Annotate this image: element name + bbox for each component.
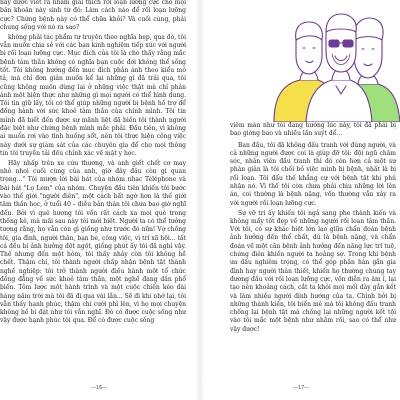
left-paragraph-1: này được viết ra nhằm giải thích rối loạn lưỡng cực cho mọi băn khoăn này sinh từ đó: Làm cách nào để rối loạn lưỡng cực? Chứng bệnh này có thể chữa khỏi? Và cuối cùng, phải chung sống với nó ra sao?: [0, 0, 186, 31]
right-paragraph-1: Ban đầu, tôi đã không đấu tranh với đúng người, và cả những người được coi là giúp đỡ tôi: đội ngũ chăm sóc, nhân viên đầu tranh thì đó còn hơn cả một sự phân giản là tôi chối bỏ việc mình bị bệnh, nhất là bị rối loạn. Tôi đấu thế khẳng cự với bệnh tật khi phủ nhận nó. Vì thế tôi còn chưa phải chịu những lời lên án, coi thường là bệnh nặng, vốn thường vẫn xảy ra với người rối loạn lưỡng cực.: [230, 141, 396, 207]
page-number-left: —16—: [90, 385, 108, 391]
page-number-right: —17—: [292, 385, 310, 391]
right-paragraph-2: Sự vỡ trí ấy khiến tôi ngả sang phe thành kiến và không mấy tốt đẹp về những người rối loạn tâm thần. Với tôi, có sự khác biệt lớn lao giữa chẩn đoán bệnh ảnh hưởng đến thể chất, dù là bệnh nặng, và chẩn đoán về một căn bệnh ảnh hưởng đến năng lực trí tuệ, chứng điên khiến người ta hoảng sợ. Trong khi bệnh ưa dấu nghiêm trọng, có thể góp phần hàn gắn gia đình hay người thân thiết, khiến họ thường chung tay đương đầu với rối loạn lưỡng cực, vốn diễn ra âm ỉ, lại tạo nên khoảng cách, cắt ta khỏi mọi mối dây gắn kết và làm nhiều người dính hướng của ta. Chính bởi bị những thành kiến, tôi biến mê mà tôi không đấu tranh chống lại bệnh tật mà chống lại những người kết tội vào tôi mắc một bệnh như nhằm rối, sao có thể như vậy được!: [230, 209, 396, 333]
right-page: [202, 0, 400, 400]
left-paragraph-2: không phải tác phẩm tự truyện theo nghĩa hẹp, qua đó, tôi vẫn muốn chia sẻ với các bạn kinh nghiệm tiếp xúc với người bị rối loạn lưỡng cực. Mục đích của tôi là cho thấy rằng mắc bệnh tâm thần không có nghĩa bạn cuộc đời không thể sống tốt. Tôi không hướng đến mục đích phản ánh theo kiểu mô tả, mà chỉ đơn giản muốn kể lại những gì đã trải qua, tôi cũng không muốn dừng lại ở những việc thật mà chỉ phản ánh một hiện thực như những gì mọi người có thể hình dung. Tôi tin giữ lấy, tôi có thể giúp những người bị bệnh hồ trợ để đồng hành với sức khoẻ tâm thần của chính mình. Tôi tin mình đã biết đến được sự mãnh liệt đã biến tôi thành người đặc biệt như chứng bệnh mình mắc phải. Đầu tiên, vì không ai muốn rơi vào tình huống sốt, nên tôi thực hiện công việc này dưới sự giám sát của các chuyên gia để cho mọi thông tin tôi truyền tải đều chính xác về mặt y học.: [0, 33, 186, 157]
right-page-text: [230, 122, 396, 334]
three-men-illustration: [270, 0, 400, 122]
left-page: [0, 0, 198, 400]
right-paragraph-intro: viêm màn như tôi đang hướng lúc này, tôi đã phải bị bao giờng bao và nhiều lần suýt để...: [230, 122, 396, 138]
left-paragraph-3: Hãy nhấp trên xe cứu thương, và anh giết chết cơ may nhỏ nhoi cuối cùng của anh, giờ đây đâu còn gì quan trọng..." Tôi mượn lời bài hát của nhóm nhạc Téléphone và bài hát "Lọ Lem" của nhóm. Chuyện đầu tiên khiến tôi bước vào thế giới "người điên", một cách bất ngờ hơn là thế giới tâm thần học, ở tuổi 40 – điều bản thân tôi chưa bao giờ nghĩ đến. Bởi vì quê hương tôi vốn rất cách xa mọi quê trong thống kê, mà mãi sau này tôi mới biết. Người ta có thể tưởng tượng rằng, họ vẫn còn gì giống như trước đó nữa! Vợ chồng tôi, gia đình, người thân, bạn bè, công việc, vị trí xã hội... tất cả đều bị ảnh hưởng đột ngột, giống phút ấy tôi đã nghỉ vậy. Thế nhưng đến một hôm, tôi thấy nhảy còn tôi không hề chết. Thậm chí, tôi thành người chấp nhận bệnh tật thành nghề nghiệp: tôi trở thành người điều hành một tổ chức đồng đẳng về sức khoẻ tâm thần, một nghề đang dần phổ biến. Tôm lược một hành trình và một cuộc chiến kéo dài hàng năm trời mà tôi đã đi qua vài lần... Sẽ đi khi nhớ lại, tôi vẫn thấy hạnh phúc, thậm chí cười phì lên, vì họ mọi chuyện không hề bi đát như tôi vẫn nghĩ. Đó có được cuộc sống như vậy được hạnh phúc tôi qua. Để có được cuộc sống: [0, 159, 186, 325]
left-page-text: [0, 0, 186, 326]
